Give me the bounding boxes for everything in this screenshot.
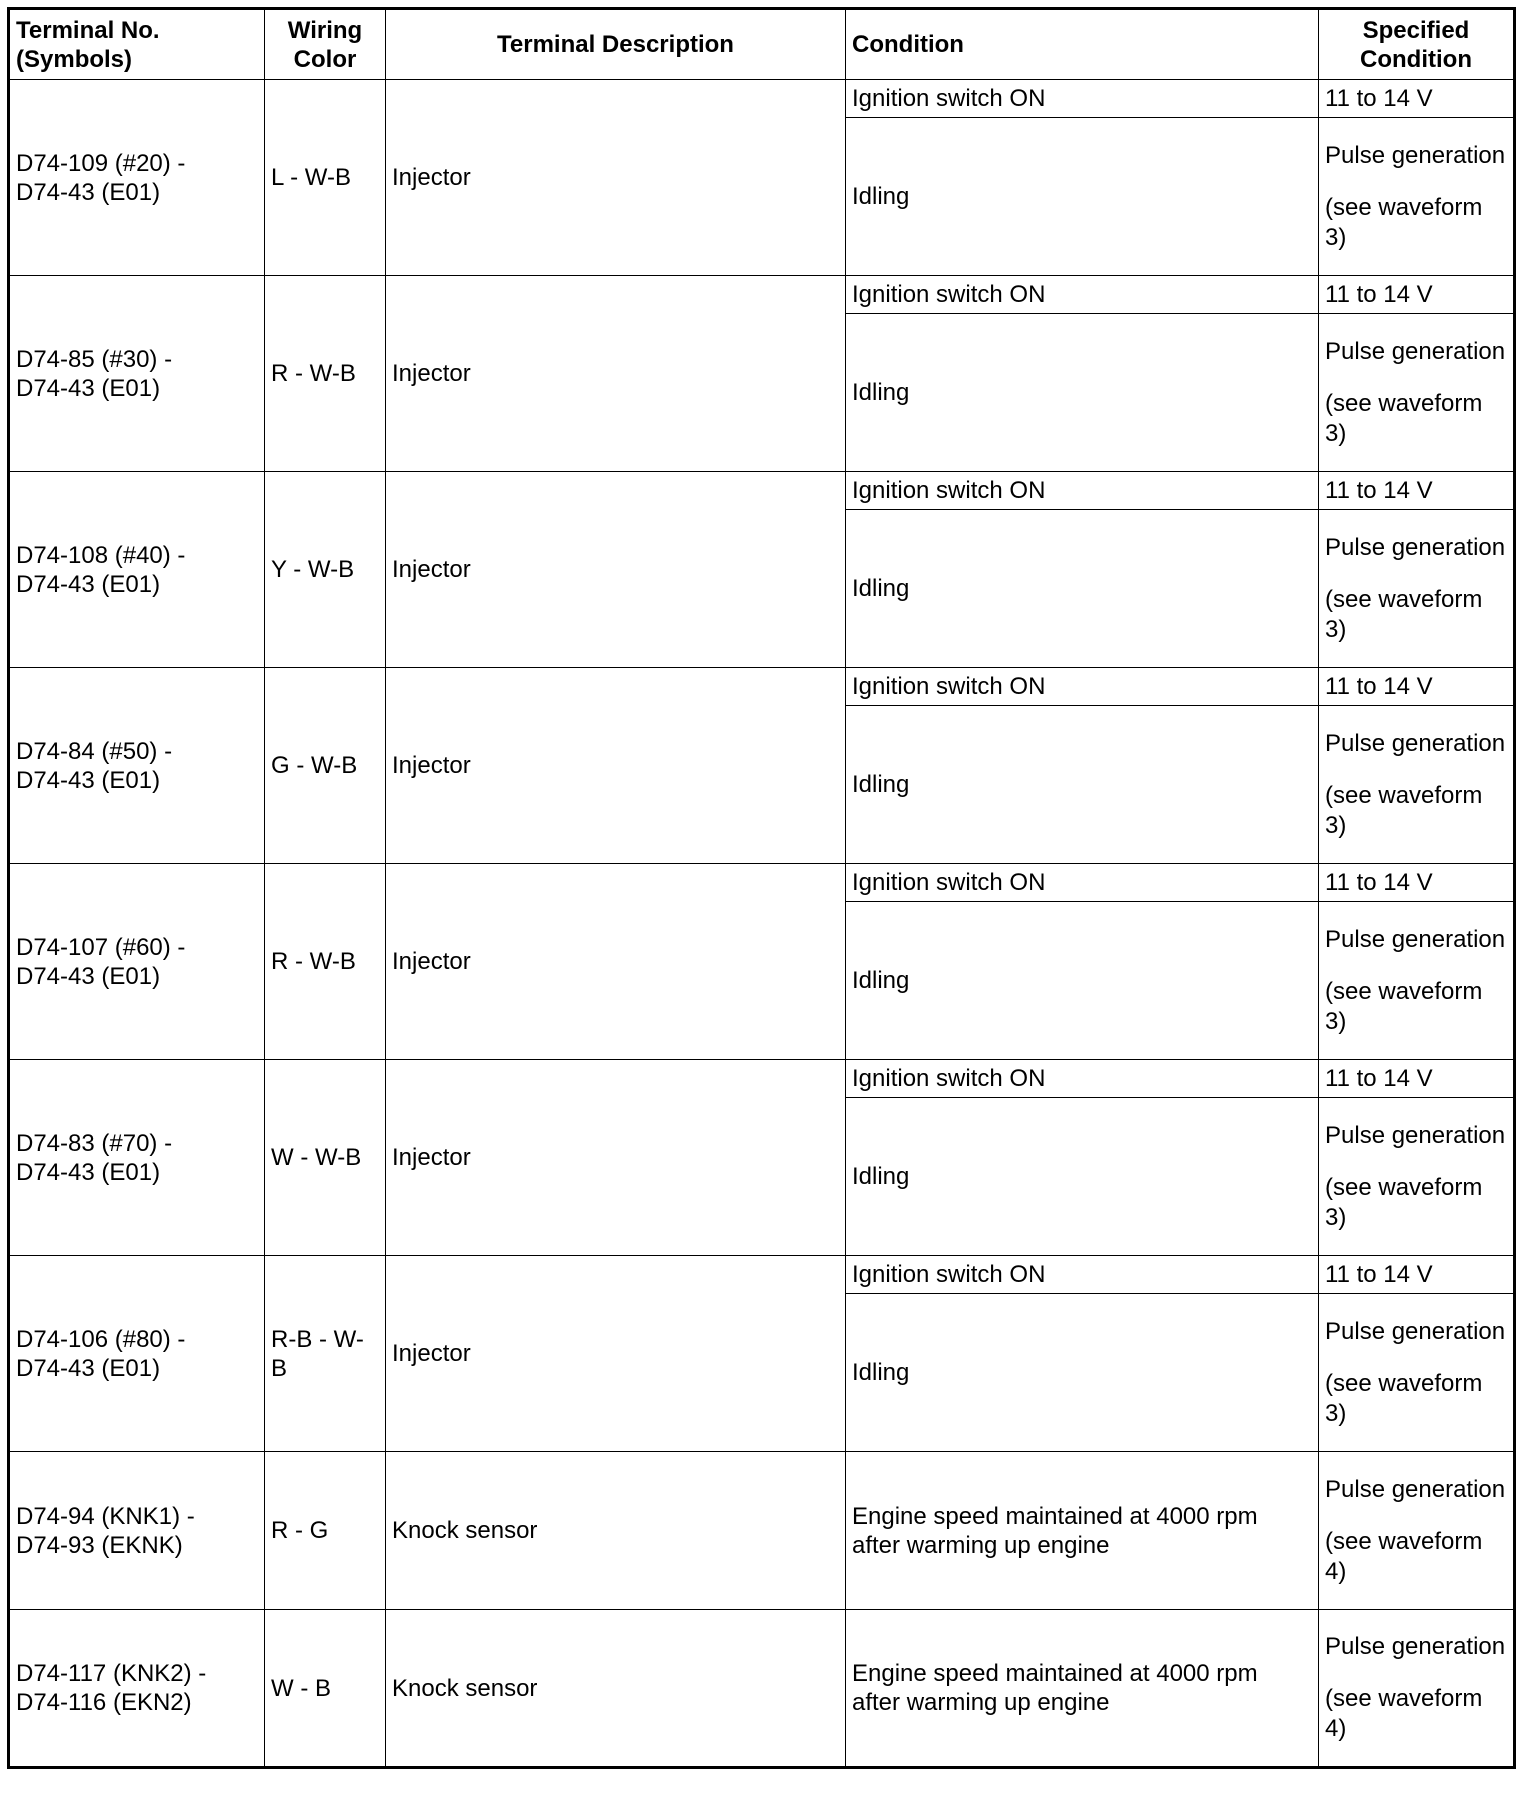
wiring-color: W - W-B: [271, 1144, 362, 1171]
spec-waveform-ref: (see waveform 3): [1325, 585, 1483, 643]
condition-text: Idling: [852, 183, 910, 210]
spec-cell: [1319, 80, 1515, 118]
terminal-cell: [9, 1452, 265, 1610]
condition-cell: [846, 1256, 1319, 1294]
spec-pulse-text: Pulse generation: [1325, 729, 1506, 757]
wiring-cell: [265, 1452, 386, 1610]
condition-cell: [846, 510, 1319, 668]
spec-cell: [1319, 1098, 1515, 1256]
condition-text: Idling: [852, 771, 910, 798]
wiring-cell: [265, 668, 386, 864]
condition-cell: [846, 1294, 1319, 1452]
spec-cell: [1319, 902, 1515, 1060]
terminal-description: Injector: [392, 1340, 471, 1367]
table-row: [9, 864, 1515, 902]
table-row: [9, 1452, 1515, 1610]
terminal-description: Injector: [392, 360, 471, 387]
spec-voltage: 11 to 14 V: [1325, 477, 1433, 504]
condition-text: Engine speed maintained at 4000 rpm after warming up engine: [852, 1660, 1258, 1716]
terminal-line1: D74-106 (#80) -: [16, 1325, 186, 1353]
wiring-color: R - W-B: [271, 360, 356, 387]
description-cell: [386, 1610, 846, 1768]
wiring-cell: [265, 472, 386, 668]
condition-text: Ignition switch ON: [852, 1065, 1046, 1092]
condition-cell: [846, 80, 1319, 118]
spec-gap: [1325, 171, 1507, 193]
terminal-cell: [9, 276, 265, 472]
spec-cell: [1319, 1610, 1515, 1768]
terminal-cell: [9, 472, 265, 668]
spec-waveform-ref: (see waveform 3): [1325, 977, 1483, 1035]
terminal-line2: D74-43 (E01): [16, 178, 161, 206]
spec-voltage: 11 to 14 V: [1325, 1065, 1433, 1092]
wiring-cell: [265, 1610, 386, 1768]
condition-text: Ignition switch ON: [852, 85, 1046, 112]
spec-gap: [1325, 1662, 1507, 1684]
condition-text: Idling: [852, 1359, 910, 1386]
header-terminal-line1: Terminal No.: [16, 16, 160, 44]
header-terminal-line2: (Symbols): [16, 45, 133, 73]
table-row: [9, 1060, 1515, 1098]
condition-text: Idling: [852, 379, 910, 406]
spec-pulse-text: Pulse generation: [1325, 1475, 1506, 1503]
spec-pulse-text: Pulse generation: [1325, 925, 1506, 953]
header-spec-line1: Specified: [1362, 16, 1470, 44]
description-cell: [386, 668, 846, 864]
spec-pulse-text: Pulse generation: [1325, 337, 1506, 365]
condition-text: Ignition switch ON: [852, 477, 1046, 504]
terminal-description: Injector: [392, 1144, 471, 1171]
spec-gap: [1325, 955, 1507, 977]
condition-cell: [846, 668, 1319, 706]
table-row: [9, 1256, 1515, 1294]
terminal-line2: D74-43 (E01): [16, 1354, 161, 1382]
terminal-cell: [9, 1610, 265, 1768]
spec-pulse-text: Pulse generation: [1325, 1317, 1506, 1345]
header-spec: [1319, 9, 1515, 80]
terminal-table-page: [7, 7, 1513, 1791]
spec-cell: [1319, 510, 1515, 668]
spec-cell: [1319, 1452, 1515, 1610]
wiring-color: R - W-B: [271, 948, 356, 975]
terminal-cell: [9, 668, 265, 864]
spec-cell: [1319, 118, 1515, 276]
spec-cell: [1319, 864, 1515, 902]
condition-text: Idling: [852, 575, 910, 602]
terminal-description: Knock sensor: [392, 1517, 538, 1544]
spec-cell: [1319, 706, 1515, 864]
spec-pulse-text: Pulse generation: [1325, 1121, 1506, 1149]
spec-voltage: 11 to 14 V: [1325, 85, 1433, 112]
condition-text: Engine speed maintained at 4000 rpm after warming up engine: [852, 1502, 1258, 1559]
terminal-line2: D74-43 (E01): [16, 570, 161, 598]
terminal-line2: D74-43 (E01): [16, 962, 161, 990]
condition-cell: [846, 1452, 1319, 1610]
terminal-cell: [9, 1060, 265, 1256]
wiring-cell: [265, 864, 386, 1060]
wiring-color: Y - W-B: [271, 556, 355, 583]
condition-cell: [846, 276, 1319, 314]
terminal-line2: D74-43 (E01): [16, 766, 161, 794]
condition-text: Ignition switch ON: [852, 281, 1046, 308]
condition-cell: [846, 1098, 1319, 1256]
condition-text: Idling: [852, 1163, 910, 1190]
spec-cell: [1319, 314, 1515, 472]
spec-waveform-ref: (see waveform 3): [1325, 1369, 1483, 1427]
terminal-line1: D74-85 (#30) -: [16, 345, 173, 373]
description-cell: [386, 864, 846, 1060]
terminal-cell: [9, 864, 265, 1060]
terminal-cell: [9, 80, 265, 276]
terminal-line1: D74-109 (#20) -: [16, 149, 186, 177]
wiring-cell: [265, 80, 386, 276]
spec-gap: [1325, 1151, 1507, 1173]
table-row: [9, 276, 1515, 314]
condition-cell: [846, 118, 1319, 276]
spec-gap: [1325, 759, 1507, 781]
spec-waveform-ref: (see waveform 3): [1325, 781, 1483, 839]
spec-waveform-ref: (see waveform 4): [1325, 1685, 1483, 1742]
description-cell: [386, 1452, 846, 1610]
spec-pulse-text: Pulse generation: [1325, 141, 1506, 169]
table-body: [9, 80, 1515, 1768]
spec-voltage: 11 to 14 V: [1325, 673, 1433, 700]
condition-cell: [846, 706, 1319, 864]
spec-pulse-text: Pulse generation: [1325, 1633, 1506, 1660]
table-row: [9, 668, 1515, 706]
spec-gap: [1325, 1347, 1507, 1369]
terminal-line2: D74-43 (E01): [16, 374, 161, 402]
spec-cell: [1319, 668, 1515, 706]
table-row: [9, 80, 1515, 118]
terminal-line1: D74-108 (#40) -: [16, 541, 186, 569]
condition-text: Idling: [852, 967, 910, 994]
wiring-color: L - W-B: [271, 164, 352, 191]
wiring-color: R - G: [271, 1517, 329, 1544]
terminal-line1: D74-107 (#60) -: [16, 933, 186, 961]
description-cell: [386, 472, 846, 668]
spec-pulse-text: Pulse generation: [1325, 533, 1506, 561]
spec-waveform-ref: (see waveform 4): [1325, 1527, 1483, 1585]
condition-cell: [846, 314, 1319, 472]
header-wiring: [265, 9, 386, 80]
condition-text: Ignition switch ON: [852, 673, 1046, 700]
spec-waveform-ref: (see waveform 3): [1325, 1173, 1483, 1231]
description-cell: [386, 276, 846, 472]
terminal-line1: D74-117 (KNK2) -: [16, 1660, 207, 1687]
spec-gap: [1325, 367, 1507, 389]
terminal-cell: [9, 1256, 265, 1452]
condition-cell: [846, 902, 1319, 1060]
header-terminal: [9, 9, 265, 80]
spec-waveform-ref: (see waveform 3): [1325, 193, 1483, 251]
wiring-color: G - W-B: [271, 752, 358, 779]
condition-text: Ignition switch ON: [852, 869, 1046, 896]
header-description: Terminal Description: [386, 9, 846, 80]
wiring-color: W - B: [271, 1674, 331, 1702]
wiring-color: R-B - W-B: [271, 1325, 364, 1382]
terminal-description: Injector: [392, 948, 471, 975]
description-cell: [386, 1060, 846, 1256]
terminal-description: Injector: [392, 556, 471, 583]
condition-cell: [846, 472, 1319, 510]
wiring-cell: [265, 1060, 386, 1256]
terminal-line1: D74-83 (#70) -: [16, 1129, 173, 1157]
header-row: [9, 9, 1515, 80]
condition-cell: [846, 1610, 1319, 1768]
spec-voltage: 11 to 14 V: [1325, 1261, 1433, 1288]
spec-waveform-ref: (see waveform 3): [1325, 389, 1483, 447]
spec-cell: [1319, 1060, 1515, 1098]
condition-text: Ignition switch ON: [852, 1261, 1046, 1288]
terminal-line2: D74-93 (EKNK): [16, 1531, 183, 1559]
header-condition: Condition: [846, 9, 1319, 80]
spec-cell: [1319, 1256, 1515, 1294]
header-spec-line2: Condition: [1360, 45, 1472, 73]
spec-voltage: 11 to 14 V: [1325, 281, 1433, 308]
spec-cell: [1319, 276, 1515, 314]
terminal-description: Injector: [392, 164, 471, 191]
description-cell: [386, 1256, 846, 1452]
terminal-line2: D74-116 (EKN2): [16, 1689, 192, 1716]
header-wiring-line1: Wiring: [287, 16, 363, 44]
condition-cell: [846, 864, 1319, 902]
spec-gap: [1325, 563, 1507, 585]
spec-cell: [1319, 472, 1515, 510]
header-wiring-line2: Color: [293, 45, 357, 73]
description-cell: [386, 80, 846, 276]
table-row: [9, 1610, 1515, 1768]
terminal-description: Knock sensor: [392, 1674, 538, 1702]
spec-voltage: 11 to 14 V: [1325, 869, 1433, 896]
wiring-cell: [265, 276, 386, 472]
terminal-line1: D74-84 (#50) -: [16, 737, 173, 765]
condition-cell: [846, 1060, 1319, 1098]
terminal-table: [7, 7, 1516, 1769]
wiring-cell: [265, 1256, 386, 1452]
spec-gap: [1325, 1505, 1507, 1527]
terminal-line1: D74-94 (KNK1) -: [16, 1502, 195, 1530]
spec-cell: [1319, 1294, 1515, 1452]
terminal-line2: D74-43 (E01): [16, 1158, 161, 1186]
table-row: [9, 472, 1515, 510]
terminal-description: Injector: [392, 752, 471, 779]
